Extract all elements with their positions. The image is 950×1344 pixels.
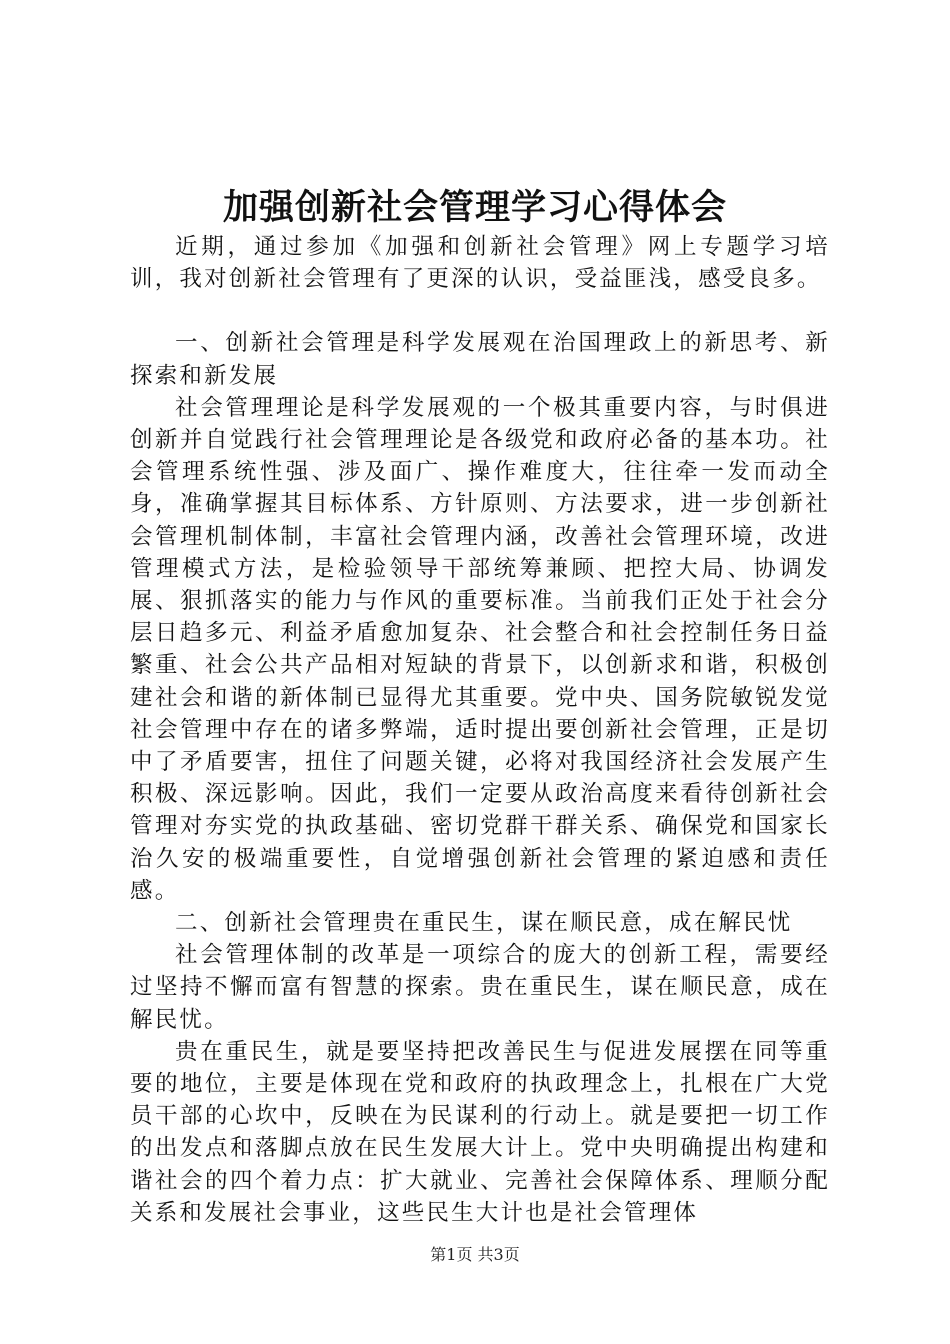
paragraph-section-1: 社会管理理论是科学发展观的一个极其重要内容，与时俱进创新并自觉践行社会管理理论是各级党和政府必备的基本功。社会管理系统性强、涉及面广、操作难度大，往往牵一发而动全身，准确掌握其目标体系、方针原则、方法要求，进一步创新社会管理机制体制，丰富社会管理内涵，改善社会管理环境，改进管理模式方法，是检验领导干部统筹兼顾、把控大局、协调发展、狠抓落实的能力与作风的重要标准。当前我们正处于社会分层日趋多元、利益矛盾愈加复杂、社会整合和社会控制任务日益繁重、社会公共产品相对短缺的背景下，以创新求和谐，积极创建社会和谐的新体制已显得尤其重要。党中央、国务院敏锐发觉社会管理中存在的诸多弊端，适时提出要创新社会管理，正是切中了矛盾要害，扭住了问题关键，必将对我国经济社会发展产生积极、深远影响。因此，我们一定要从政治高度来看待创新社会管理对夯实党的执政基础、密切党群干群关系、确保党和国家长治久安的极端重要性，自觉增强创新社会管理的紧迫感和责任感。	[130, 394, 830, 904]
paragraph-section-2-intro: 社会管理体制的改革是一项综合的庞大的创新工程，需要经过坚持不懈而富有智慧的探索。贵在重民生，谋在顺民意，成在解民忧。	[130, 942, 830, 1033]
paragraph-intro: 近期，通过参加《加强和创新社会管理》网上专题学习培训，我对创新社会管理有了更深的认识，受益匪浅，感受良多。	[130, 234, 830, 293]
section-heading-1: 一、创新社会管理是科学发展观在治国理政上的新思考、新探索和新发展	[130, 330, 830, 389]
page-footer: 第1页 共3页	[430, 1245, 520, 1264]
document-title: 加强创新社会管理学习心得体会	[222, 187, 727, 228]
document-body	[130, 231, 830, 1229]
section-heading-2: 二、创新社会管理贵在重民生，谋在顺民意，成在解民忧	[175, 910, 793, 937]
paragraph-section-2-body: 贵在重民生，就是要坚持把改善民生与促进发展摆在同等重要的地位，主要是体现在党和政府的执政理念上，扎根在广大党员干部的心坎中，反映在为民谋利的行动上。就是要把一切工作的出发点和落脚点放在民生发展大计上。党中央明确提出构建和谐社会的四个着力点：扩大就业、完善社会保障体系、理顺分配关系和发展社会事业，这些民生大计也是社会管理体	[130, 1038, 830, 1226]
